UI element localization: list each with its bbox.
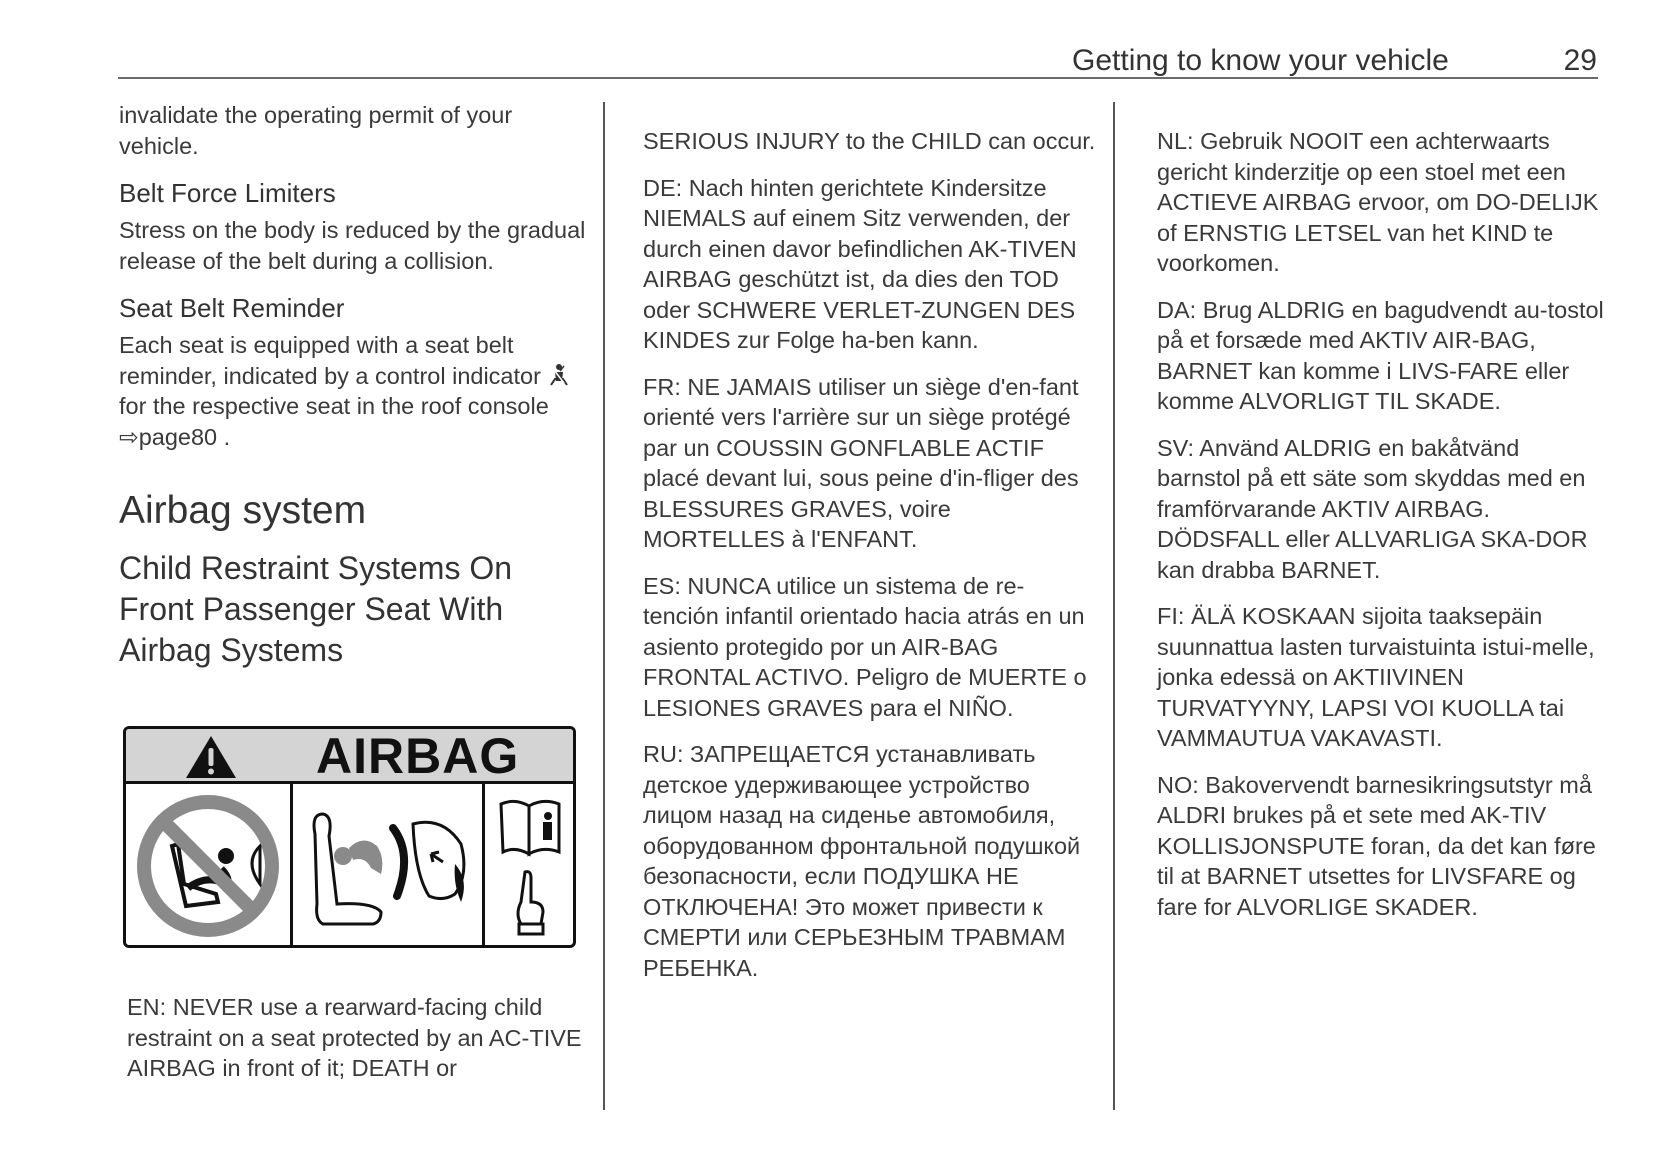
seat-belt-reminder-heading: Seat Belt Reminder bbox=[119, 293, 345, 323]
label-title: AIRBAG bbox=[316, 728, 520, 784]
airbag-deploy-child-seat-icon bbox=[293, 784, 482, 948]
warning-no: NO: Bakovervendt barnesikringsutstyr må ALDRI brukes på et sete med AK-TIV KOLLISJONSPUTE foran, da det kan føre til at BARNET utsettes for LIVSFARE og fare for ALVORLIGE SKADER. bbox=[1157, 771, 1596, 920]
page-ref-link[interactable]: page80 bbox=[138, 423, 218, 450]
warning-fr: FR: NE JAMAIS utiliser un siège d'en-fant orienté vers l'arrière sur un siège protégé par un COUSSIN GONFLABLE ACTIF placé devant lui, sous peine d'in-fliger des BLESSURES GRAVES, voire MORTELLES à l'ENFANT. bbox=[643, 373, 1079, 552]
column-3 bbox=[1157, 126, 1607, 938]
intro-continued: invalidate the operating permit of your vehicle. bbox=[119, 102, 513, 159]
warning-en: EN: NEVER use a rearward-facing child restraint on a seat protected by an AC-TIVE AIRBAG in front of it; DEATH or bbox=[127, 994, 582, 1081]
warning-es: ES: NUNCA utilice un sistema de re-tención infantil orientado hacia atrás en un asiento protegido por un AIR-BAG FRONTAL ACTIVO. Peligro de MUERTE o LESIONES GRAVES para el NIÑO. bbox=[643, 572, 1087, 721]
reminder-text-1: Each seat is equipped with a seat belt reminder, indicated by a control indicator bbox=[119, 332, 541, 389]
warning-sv: SV: Använd ALDRIG en bakåtvänd barnstol på ett säte som skyddas med en framförvarande AKTIV AIRBAG. DÖDSFALL eller ALLVARLIGA SKA-DOR kan drabba BARNET. bbox=[1157, 434, 1588, 583]
no-rear-facing-child-seat-icon bbox=[126, 784, 290, 948]
reminder-suffix: . bbox=[217, 423, 231, 450]
column-1 bbox=[119, 100, 589, 687]
column-divider-1 bbox=[603, 102, 605, 1110]
header-rule bbox=[118, 77, 1598, 79]
warning-en-continued: SERIOUS INJURY to the CHILD can occur. bbox=[643, 128, 1096, 154]
label-header bbox=[126, 729, 573, 784]
belt-force-body: Stress on the body is reduced by the gradual release of the belt during a collision. bbox=[119, 217, 586, 274]
belt-force-heading: Belt Force Limiters bbox=[119, 178, 336, 208]
page-number: 29 bbox=[1563, 44, 1597, 77]
page-ref-arrow-icon: ⇨ bbox=[119, 423, 139, 450]
owners-manual-info-icon bbox=[485, 788, 573, 868]
prohibition-panel bbox=[126, 784, 293, 945]
column-divider-2 bbox=[1113, 102, 1115, 1110]
seat-belt-icon bbox=[547, 363, 571, 387]
section-title: Getting to know your vehicle bbox=[1072, 44, 1449, 77]
airbag-deploy-panel bbox=[293, 784, 485, 945]
warning-fi: FI: ÄLÄ KOSKAAN sijoita taaksepäin suunnattua lasten turvaistuinta istui-melle, jonka edessä on AKTIIVINEN TURVATYYNY, LAPSI VOI KUOLLA tai VAMMAUTUA VAKAVASTI. bbox=[1157, 603, 1595, 751]
column-2 bbox=[643, 126, 1098, 999]
warning-triangle-icon bbox=[184, 734, 238, 780]
info-panel bbox=[485, 784, 573, 945]
child-restraint-heading: Child Restraint Systems On Front Passenger Seat With Airbag Systems bbox=[119, 550, 513, 668]
pointing-hand-icon bbox=[485, 866, 573, 946]
seat-belt-reminder-body bbox=[119, 330, 589, 452]
warning-nl: NL: Gebruik NOOIT een achterwaarts gericht kinderzitje op een stoel met een ACTIEVE AIRBAG ervoor, om DO-DELIJK of ERNSTIG LETSEL van het KIND te voorkomen. bbox=[1157, 128, 1599, 276]
warning-de: DE: Nach hinten gerichtete Kindersitze NIEMALS auf einem Sitz verwenden, der durch einen davor befindlichen AK-TIVEN AIRBAG geschützt ist, da dies den TOD oder SCHWERE VERLET-ZUNGEN DES KINDES zur Folge ha-ben kann. bbox=[643, 174, 1077, 353]
airbag-warning-label bbox=[123, 726, 576, 948]
warning-ru: RU: ЗАПРЕЩАЕТСЯ устанавливать детское удерживающее устройство лицом назад на сиденье автомобиля, оборудованном фронтальной подушкой безопасности, если ПОДУШКА НЕ ОТКЛЮЧЕНА! Это может привести к СМЕРТИ или СЕРЬЕЗНЫМ ТРАВМАМ РЕБЕНКА. bbox=[643, 741, 1081, 981]
warning-da: DA: Brug ALDRIG en bagudvendt au-tostol på et forsæde med AKTIV AIR-BAG, BARNET kan komme i LIVS-FARE eller komme ALVORLIGT TIL SKADE. bbox=[1157, 296, 1604, 414]
reminder-text-2: for the respective seat in the roof console bbox=[119, 393, 549, 419]
airbag-system-heading: Airbag system bbox=[119, 489, 367, 532]
